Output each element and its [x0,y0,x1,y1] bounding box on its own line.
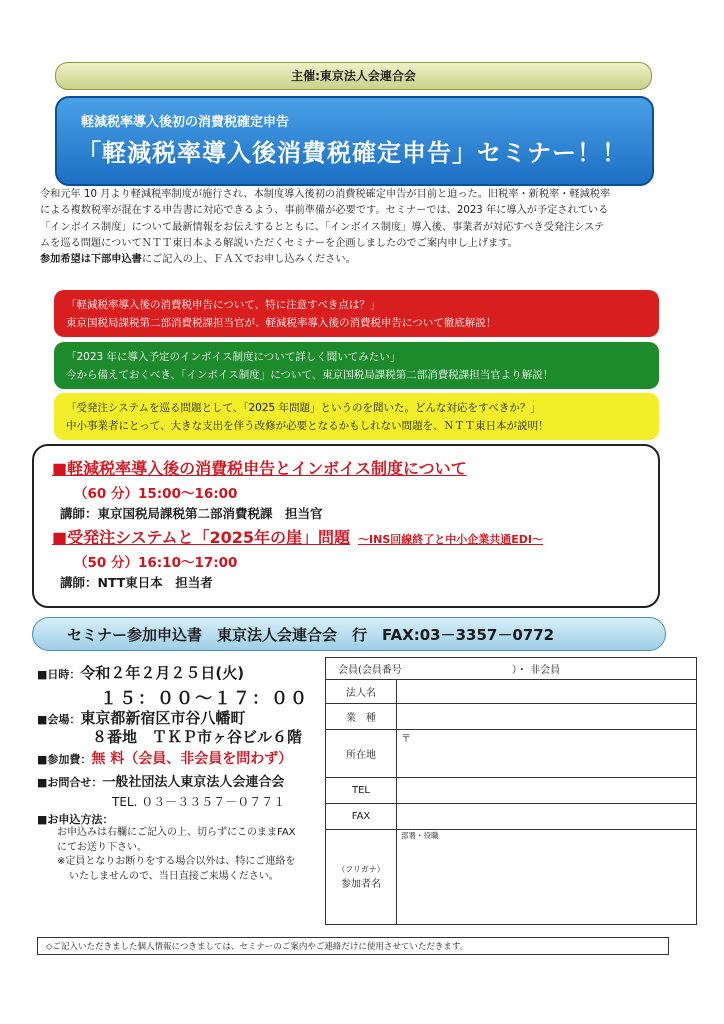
session2-speaker: 講師：NTT東日本 担当者 [60,575,213,590]
session2-time: （50 分）16:10～17:00 [74,555,238,571]
topic-question: 「2023 年に導入予定のインボイス制度について詳しく聞いてみたい」 [66,351,401,363]
contact-row [37,771,284,790]
venue-address: 東京都新宿区市谷八幡町 [80,709,246,727]
intro-line: 「インボイス制度」について最新情報をお伝えするとともに、「インボイス制度」導入後、事業者が対応すべき受発注システ [40,221,605,233]
intro-text [40,187,690,268]
tel-label: TEL [326,778,397,804]
intro-line: ムを巡る問題についてＮＴＴ東日本よる解説いただくセミナーを企画しましたのでご案内申し上げます。 [40,237,518,249]
topic-question: 「受発注システムを巡る問題として、「2025 年問題」というのを聞いた。どんな対応をすべきか？」 [66,402,541,414]
topic-note-tax [54,290,659,337]
session1-speaker: 講師：東京国税局課税第二部消費税課 担当官 [60,506,323,521]
industry-label: 業 種 [326,704,397,730]
contact-tel: TEL. ０３－３３５７－０７７１ [112,795,286,809]
tel-field[interactable] [397,778,697,804]
member-row[interactable]: 会員(会員番号 ）・ 非会員 [326,658,697,680]
industry-field[interactable] [397,704,697,730]
intro-line: による複数税率が混在する申告書に対応できるよう、事前準備が必要です。セミナーでは、2023 年に導入が予定されている [40,205,609,217]
schedule-box [32,444,660,608]
participant-name-label: 参加者名 [341,879,381,890]
session2-title [52,525,543,548]
session2-title-text: ■受発注システムと「2025年の崖」問題 [52,528,351,547]
event-date: 令和２年２月２５日(火) [80,664,245,682]
page-title: 「軽減税率導入後消費税確定申告」セミナー！！ [77,139,627,167]
furigana-label: （フリガナ） [337,865,385,874]
topic-answer: 東京国税局課税第二部消費税課担当官が、軽減税率導入後の消費税申告について徹底解説！ [66,317,497,329]
topic-answer: 中小事業者にとって、大きな支出を伴う改修が必要となるかもしれない問題を、ＮＴＴ東日本が説明！ [66,420,549,432]
venue-label: ■会場： [37,713,81,726]
apply-instruction-bold: 参加希望は下部申込書 [40,254,142,266]
fee-value: 無 料（会員、非会員を問わず） [91,751,293,767]
venue-building: ８番地 ＴＫＰ市ヶ谷ビル６階 [92,728,303,746]
date-row [37,662,244,683]
apply-line: お申込みは右欄にご記入の上、切らずにこのままFAX [57,827,296,838]
fax-field[interactable] [397,804,697,830]
apply-line: ※定員となりお断りをする場合以外は、特にご連絡を [57,856,296,867]
apply-line: にてお送り下さい。 [57,841,147,853]
intro-line: 令和元年 10 月より軽減税率制度が施行され、本制度導入後初の消費税確定申告が目前と迫った。旧税率・新税率・軽減税率 [40,189,611,200]
dept-label: 部署・役職 [401,831,439,840]
topic-note-2025 [54,393,659,440]
intro-line [40,252,690,268]
session1-time: （60 分）15:00～16:00 [74,486,238,502]
contact-label: ■お問合せ： [37,776,103,789]
topic-answer: 今から備えておくべき、「インボイス制度」について、東京国税局課税第二部消費税課担当官より解説！ [66,369,554,381]
address-label: 所在地 [326,730,397,778]
topic-note-invoice [54,342,659,389]
apply-method-label: ■お申込方法： [37,813,114,826]
title-banner [55,96,654,186]
fee-row [37,748,292,768]
sponsor-banner: 主催:東京法人会連合会 [55,62,652,90]
contact-org: 一般社団法人東京法人会連合会 [102,775,285,790]
session2-subtitle: ～INS回線終了と中小企業共通EDI～ [358,533,544,546]
venue-row [37,707,245,728]
apply-method-text [57,826,296,884]
participant-label [326,830,397,925]
session1-title: ■軽減税率導入後の消費税申告とインボイス制度について [52,459,467,478]
application-form-table [325,657,697,925]
participant-field[interactable] [397,830,697,925]
privacy-note: ◇ご記入いただきました個人情報につきましては、セミナーのご案内やご連絡だけに使用させていただきます。 [37,937,669,955]
event-time: １５：００～１７：００ [100,689,309,709]
apply-line: いたしませんので、当日直接ご来場ください。 [69,870,279,882]
application-form-header: セミナー参加申込書 東京法人会連合会 行 FAX:03－3357－0772 [32,617,666,651]
date-label: ■日時： [37,668,81,681]
company-field[interactable] [397,680,697,704]
company-label: 法人名 [326,680,397,704]
topic-question: 「軽減税率導入後の消費税申告について、特に注意すべき点は？」 [66,299,381,311]
postal-mark: 〒 [401,734,411,745]
apply-instruction: にご記入の上、ＦＡＸでお申し込みください。 [141,254,356,266]
address-field[interactable] [397,730,697,778]
fee-label: ■参加費： [37,753,92,766]
fax-label: FAX [326,804,397,830]
title-subheading: 軽減税率導入後初の消費税確定申告 [81,115,290,130]
